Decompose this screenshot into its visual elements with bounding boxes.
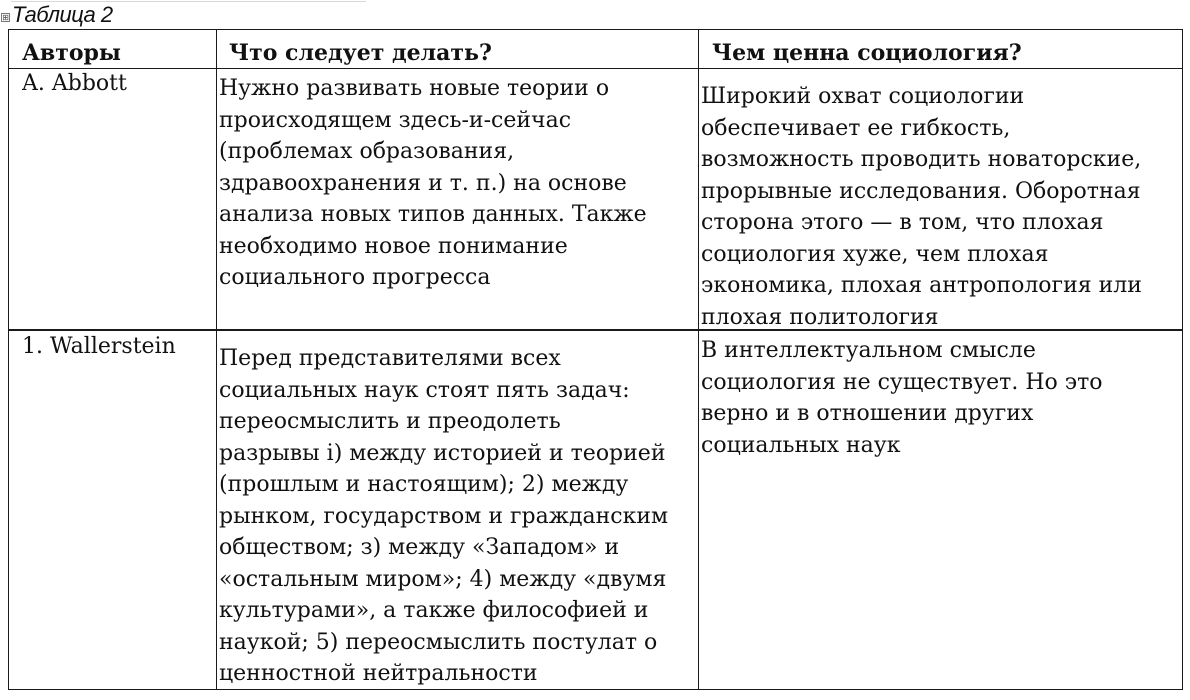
header-what-to-do: Что следует делать? bbox=[229, 40, 492, 66]
header-authors: Авторы bbox=[22, 40, 121, 66]
row1-what-to-do: Нужно развивать новые теории о происходящем здесь-и-сейчас (проблемах образования, здравоохранения и т. п.) на основе анализа новых типов данных. Также необходимо новое понимание социального прогресса bbox=[219, 76, 647, 290]
table-caption: Таблица 2 bbox=[12, 2, 113, 27]
table-move-handle-icon[interactable]: ⊞ bbox=[2, 13, 9, 22]
row2-what-to-do: Перед представителями всех социальных наук стоят пять задач: переосмыслить и преодолеть разрывы i) между историей и теорией (прошлым и настоящим); 2) между рынком, государством и гражданским обществом; з) между «Западом» и «остальным миром»; 4) между «двумя культурами», а также философией и наукой; 5) переосмыслить постулат о ценностной нейтральности bbox=[219, 346, 669, 686]
comparison-table bbox=[8, 29, 1183, 690]
header-value-of-sociology: Чем ценна социология? bbox=[712, 40, 1022, 66]
row1-author: A. Abbott bbox=[22, 71, 127, 96]
column-divider bbox=[698, 30, 699, 689]
row2-value: В интеллектуальном смысле социология не существует. Но это верно и в отношении других социальных наук bbox=[701, 338, 1103, 458]
row1-value: Широкий охват социологии обеспечивает ее гибкость, возможность проводить новаторские, прорывные исследования. Оборотная сторона этого — в том, что плохая социология хуже, чем плохая экономика, плохая антропология или плохая политология bbox=[701, 84, 1142, 329]
column-divider bbox=[216, 30, 217, 689]
row2-author: 1. Wallerstein bbox=[22, 334, 176, 359]
